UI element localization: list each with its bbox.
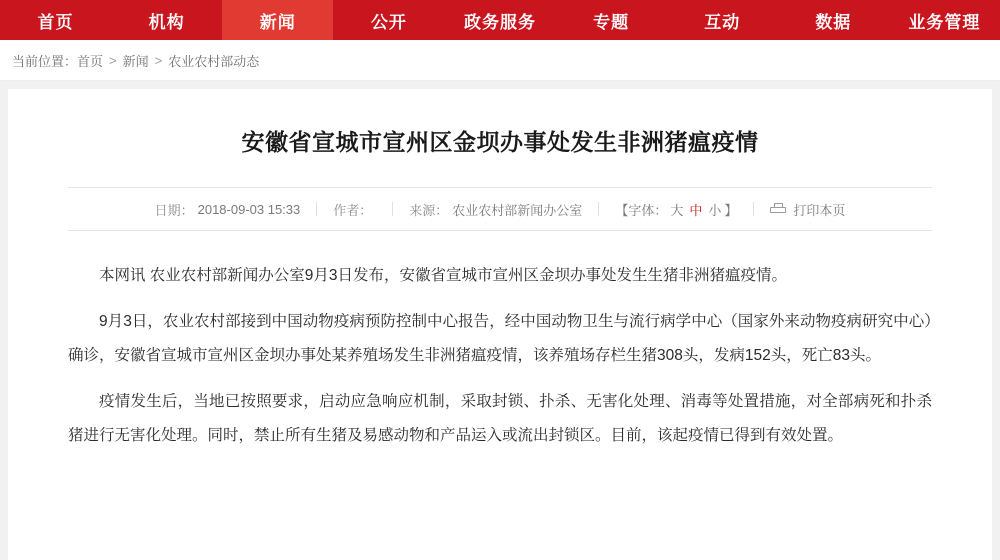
article-panel [8, 89, 992, 560]
breadcrumb-separator: > [154, 52, 163, 68]
main-navigation [0, 0, 1000, 40]
nav-item-label: 政务服务 [463, 12, 536, 32]
article-meta-bar [68, 187, 932, 231]
article-paragraph: 本网讯 农业农村部新闻办公室9月3日发布，安徽省宣城市宣州区金坝办事处发生生猪非洲猪瘟疫情。 [99, 267, 788, 284]
nav-item-business-management[interactable] [889, 0, 1000, 40]
nav-item-government-services[interactable] [444, 0, 555, 40]
breadcrumb-item-news[interactable]: 新闻 [122, 53, 149, 69]
nav-item-home[interactable] [0, 0, 111, 40]
meta-date-label: 日期： [154, 202, 194, 218]
breadcrumb [0, 40, 1000, 81]
font-size-medium[interactable]: 中 [689, 202, 703, 218]
breadcrumb-item-ministry-news[interactable]: 农业农村部动态 [168, 53, 260, 69]
nav-item-label: 机构 [148, 12, 185, 32]
article-paragraph: 9月3日，农业农村部接到中国动物疫病预防控制中心报告，经中国动物卫生与流行病学中心（国家外来动物疫病研究中心）确诊，安徽省宣城市宣州区金坝办事处某养殖场发生非洲猪瘟疫情，该养殖场存栏生猪308头，发病152头，死亡83头。 [68, 313, 932, 364]
nav-item-topics[interactable] [556, 0, 667, 40]
nav-item-label: 首页 [37, 12, 74, 32]
print-button[interactable] [754, 200, 861, 219]
meta-author [317, 200, 392, 219]
font-size-large[interactable]: 大 [670, 202, 684, 218]
font-size-small[interactable]: 小 [708, 202, 722, 218]
meta-date-value: 2018-09-03 15:33 [197, 201, 301, 217]
page-title: 安徽省宣城市宣州区金坝办事处发生非洲猪瘟疫情 [241, 129, 759, 155]
font-size-prefix: 【字体： [615, 202, 668, 218]
printer-icon [770, 203, 786, 216]
page-content-area [0, 81, 1000, 560]
meta-source [393, 200, 598, 219]
nav-item-label: 专题 [593, 12, 630, 32]
nav-item-public[interactable] [333, 0, 444, 40]
article-paragraph: 疫情发生后，当地已按照要求，启动应急响应机制，采取封锁、扑杀、无害化处理、消毒等处置措施，对全部病死和扑杀猪进行无害化处理。同时，禁止所有生猪及易感动物和产品运入或流出封锁区。目前，该起疫情已得到有效处置。 [68, 393, 932, 444]
nav-item-label: 业务管理 [908, 12, 981, 32]
meta-author-label: 作者： [333, 202, 373, 218]
meta-source-label: 来源： [409, 202, 449, 218]
nav-item-data[interactable] [778, 0, 889, 40]
font-size-selector [599, 200, 753, 219]
nav-item-label: 互动 [704, 12, 741, 32]
font-size-suffix: 】 [724, 202, 738, 218]
nav-item-label: 数据 [815, 12, 852, 32]
nav-item-news[interactable] [222, 0, 333, 40]
nav-item-organization[interactable] [111, 0, 222, 40]
article-body [68, 231, 932, 453]
nav-item-label: 新闻 [259, 12, 296, 32]
breadcrumb-separator: > [109, 52, 117, 68]
print-button-label: 打印本页 [793, 202, 846, 218]
meta-source-value: 农业农村部新闻办公室 [452, 202, 583, 218]
nav-item-interaction[interactable] [667, 0, 778, 40]
meta-date [139, 200, 317, 219]
nav-item-label: 公开 [370, 12, 407, 32]
breadcrumb-item-home[interactable]: 首页 [77, 53, 104, 69]
breadcrumb-prefix: 当前位置： [12, 53, 78, 69]
